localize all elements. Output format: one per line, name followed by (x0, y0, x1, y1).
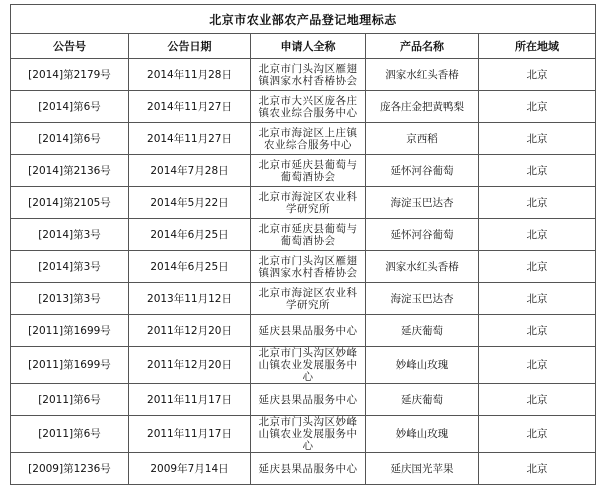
table-row (11, 251, 596, 283)
cell-product: 妙峰山玫瑰 (366, 416, 479, 453)
cell-applicant: 北京市大兴区庞各庄镇农业综合服务中心 (251, 91, 366, 123)
cell-notice-date: 2014年6月25日 (129, 251, 251, 283)
table-row (11, 91, 596, 123)
cell-notice-date: 2014年5月22日 (129, 187, 251, 219)
cell-region: 北京 (479, 453, 596, 485)
cell-product: 延庆国光苹果 (366, 453, 479, 485)
header-notice-date: 公告日期 (129, 34, 251, 59)
cell-applicant: 北京市海淀区农业科学研究所 (251, 283, 366, 315)
cell-applicant: 延庆县果品服务中心 (251, 384, 366, 416)
cell-applicant: 北京市延庆县葡萄与葡萄酒协会 (251, 219, 366, 251)
table-row (11, 384, 596, 416)
cell-product: 延怀河谷葡萄 (366, 219, 479, 251)
cell-region: 北京 (479, 91, 596, 123)
cell-notice-no: [2014]第2136号 (11, 155, 129, 187)
header-row (11, 34, 596, 59)
cell-notice-no: [2009]第1236号 (11, 453, 129, 485)
cell-notice-no: [2014]第2105号 (11, 187, 129, 219)
cell-notice-no: [2011]第1699号 (11, 315, 129, 347)
cell-notice-date: 2011年12月20日 (129, 347, 251, 384)
cell-product: 海淀玉巴达杏 (366, 187, 479, 219)
cell-notice-date: 2009年7月14日 (129, 453, 251, 485)
cell-region: 北京 (479, 219, 596, 251)
header-product: 产品名称 (366, 34, 479, 59)
cell-region: 北京 (479, 347, 596, 384)
cell-product: 延怀河谷葡萄 (366, 155, 479, 187)
cell-applicant: 北京市海淀区农业科学研究所 (251, 187, 366, 219)
cell-region: 北京 (479, 123, 596, 155)
table-row (11, 219, 596, 251)
table-row (11, 59, 596, 91)
cell-region: 北京 (479, 59, 596, 91)
cell-product: 海淀玉巴达杏 (366, 283, 479, 315)
cell-applicant: 延庆县果品服务中心 (251, 453, 366, 485)
cell-product: 妙峰山玫瑰 (366, 347, 479, 384)
table-row (11, 453, 596, 485)
cell-notice-no: [2014]第6号 (11, 91, 129, 123)
cell-region: 北京 (479, 416, 596, 453)
cell-notice-no: [2011]第1699号 (11, 347, 129, 384)
cell-product: 延庆葡萄 (366, 384, 479, 416)
cell-notice-date: 2011年11月17日 (129, 416, 251, 453)
cell-product: 京西稻 (366, 123, 479, 155)
cell-region: 北京 (479, 155, 596, 187)
cell-notice-date: 2014年6月25日 (129, 219, 251, 251)
table-row (11, 155, 596, 187)
cell-applicant: 北京市门头沟区雁翅镇泗家水村香椿协会 (251, 59, 366, 91)
table-row (11, 123, 596, 155)
table-row (11, 416, 596, 453)
registry-table (10, 4, 596, 485)
table-row (11, 283, 596, 315)
cell-notice-no: [2014]第3号 (11, 251, 129, 283)
cell-region: 北京 (479, 283, 596, 315)
cell-product: 泗家水红头香椿 (366, 59, 479, 91)
header-region: 所在地域 (479, 34, 596, 59)
table-row (11, 347, 596, 384)
cell-notice-date: 2014年7月28日 (129, 155, 251, 187)
cell-notice-date: 2014年11月28日 (129, 59, 251, 91)
cell-product: 延庆葡萄 (366, 315, 479, 347)
cell-region: 北京 (479, 251, 596, 283)
cell-applicant: 北京市海淀区上庄镇农业综合服务中心 (251, 123, 366, 155)
cell-region: 北京 (479, 384, 596, 416)
cell-notice-date: 2014年11月27日 (129, 91, 251, 123)
cell-notice-no: [2014]第2179号 (11, 59, 129, 91)
cell-product: 泗家水红头香椿 (366, 251, 479, 283)
registry-sheet (10, 4, 595, 475)
cell-applicant: 延庆县果品服务中心 (251, 315, 366, 347)
cell-notice-no: [2014]第3号 (11, 219, 129, 251)
cell-notice-date: 2011年12月20日 (129, 315, 251, 347)
cell-applicant: 北京市延庆县葡萄与葡萄酒协会 (251, 155, 366, 187)
cell-region: 北京 (479, 187, 596, 219)
cell-notice-date: 2014年11月27日 (129, 123, 251, 155)
cell-region: 北京 (479, 315, 596, 347)
cell-notice-date: 2011年11月17日 (129, 384, 251, 416)
table-row (11, 315, 596, 347)
cell-applicant: 北京市门头沟区雁翅镇泗家水村香椿协会 (251, 251, 366, 283)
title-row (11, 5, 596, 34)
cell-notice-no: [2014]第6号 (11, 123, 129, 155)
table-title: 北京市农业部农产品登记地理标志 (11, 5, 596, 34)
cell-notice-no: [2011]第6号 (11, 416, 129, 453)
cell-product: 庞各庄金把黄鸭梨 (366, 91, 479, 123)
header-notice-no: 公告号 (11, 34, 129, 59)
cell-applicant: 北京市门头沟区妙峰山镇农业发展服务中心 (251, 416, 366, 453)
cell-notice-no: [2011]第6号 (11, 384, 129, 416)
header-applicant: 申请人全称 (251, 34, 366, 59)
cell-notice-date: 2013年11月12日 (129, 283, 251, 315)
cell-applicant: 北京市门头沟区妙峰山镇农业发展服务中心 (251, 347, 366, 384)
cell-notice-no: [2013]第3号 (11, 283, 129, 315)
table-row (11, 187, 596, 219)
